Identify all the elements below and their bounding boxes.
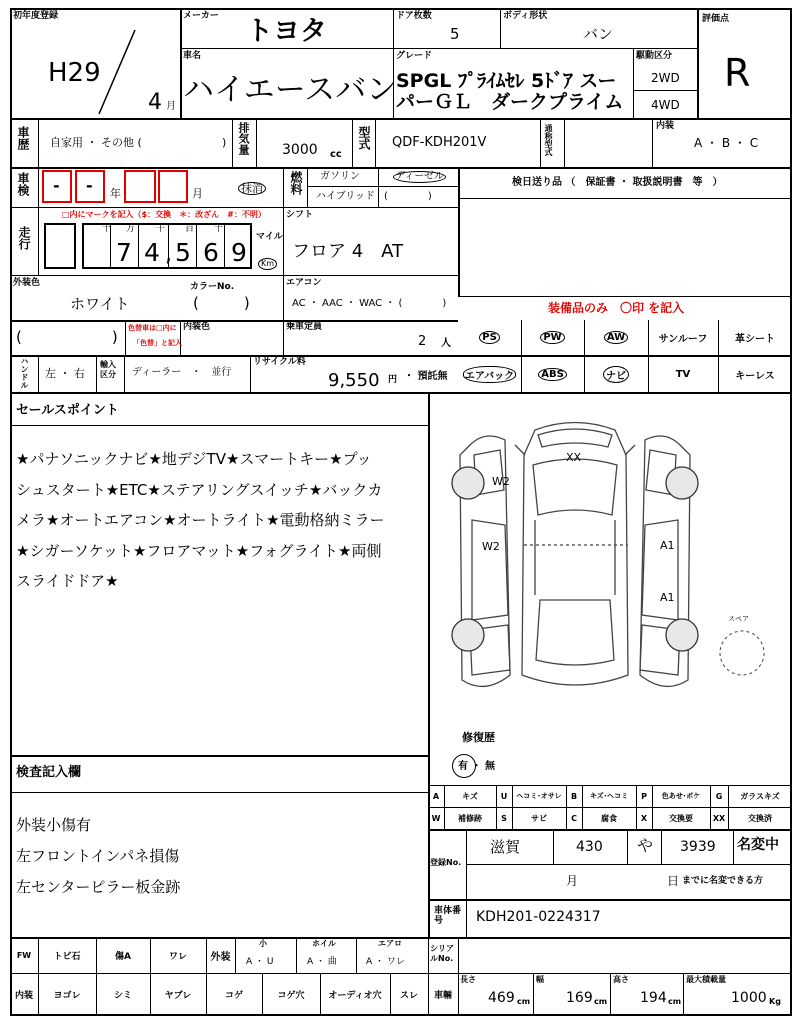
height-label: 高さ xyxy=(613,975,629,984)
ac-label: エアコン xyxy=(286,278,322,288)
equip-airbag-label: エアバック xyxy=(463,366,516,383)
damage-mark-left-front: W2 xyxy=(492,475,510,488)
color-change-note1: 色替車は□内に xyxy=(128,324,177,332)
legend-code: XX xyxy=(712,813,726,823)
handle-value: 左 ・ 右 xyxy=(45,367,85,380)
mileage-digit: 4 xyxy=(144,238,160,267)
shift-label: シフト xyxy=(286,210,314,220)
grade-score-value: R xyxy=(724,51,751,95)
width-value: 169 xyxy=(566,990,593,1006)
registration-region: 滋賀 xyxy=(490,838,521,856)
length-label: 長さ xyxy=(460,975,476,984)
registration-number: 3939 xyxy=(680,839,716,855)
legend-desc: キズ･ヘコミ xyxy=(589,792,629,800)
color-no-label: カラーNo. xyxy=(190,282,235,292)
registration-class: 430 xyxy=(576,839,603,855)
damage-mark-right-center: A1 xyxy=(660,539,675,552)
repair-history-label: 修復歴 xyxy=(462,731,495,744)
slash-divider xyxy=(95,28,140,118)
color-no-value: ( ) xyxy=(193,294,250,312)
legend-code: C xyxy=(571,813,577,823)
fuel-hybrid-paren: ( ) xyxy=(384,191,432,202)
sales-points-label: セールスポイント xyxy=(16,403,119,418)
mileage-mark-1: 十 xyxy=(102,224,112,234)
registration-kana: や xyxy=(637,836,654,855)
legend-desc: 腐食 xyxy=(601,813,617,823)
exterior-row-label: 外装 xyxy=(210,951,231,963)
first-reg-month: 4 xyxy=(148,90,162,115)
body-label: ボディ形状 xyxy=(503,11,548,21)
mileage-mark-4: 百 xyxy=(185,224,195,234)
fuel-diesel: ディーゼル xyxy=(395,171,444,182)
equip-keyless: キーレス xyxy=(735,370,775,382)
damage-mark-roof: XX xyxy=(566,451,582,464)
capacity-value: 2 xyxy=(418,334,427,349)
mileage-digit: 7 xyxy=(116,238,132,267)
legend-desc: 交換要 xyxy=(669,813,693,823)
first-reg-year: H29 xyxy=(48,58,101,88)
interior-item: ヨゴレ xyxy=(53,991,81,1001)
width-unit: cm xyxy=(594,997,608,1006)
legend-code: G xyxy=(715,791,723,801)
legend-desc: 交換済 xyxy=(748,813,772,823)
equip-pw xyxy=(521,320,584,355)
damage-mark-right-rear: A1 xyxy=(660,591,675,604)
common-model-label: 通称型式 xyxy=(544,124,553,156)
height-value: 194 xyxy=(640,990,667,1006)
dash-2: - xyxy=(86,176,93,195)
interior-item: ヤブレ xyxy=(164,991,192,1001)
name-change-note: までに名変できる方 xyxy=(682,876,764,886)
model-value: QDF-KDH201V xyxy=(392,135,487,150)
color-change-note2: 「色替」と記入 xyxy=(133,339,182,347)
name-change-status: 名変中 xyxy=(737,837,779,853)
mileage-mark-5: 十 xyxy=(214,224,224,234)
legend-desc: 補修跡 xyxy=(458,813,482,823)
damage-item: トビ石 xyxy=(53,951,81,962)
drive-2wd: 2WD xyxy=(651,71,680,85)
equip-ps-label: PS xyxy=(479,331,500,344)
inspection-year-unit: 年 xyxy=(110,187,121,200)
legend-code: B xyxy=(570,791,578,801)
sales-line: シュスタート★ETC★ステアリングスイッチ★バックカ xyxy=(16,480,383,499)
color-change-paren: ( ) xyxy=(16,328,118,346)
interior-row-label: 内装 xyxy=(14,991,33,1001)
sales-line: ★パナソニックナビ★地デジTV★スマートキー★プッ xyxy=(16,450,372,468)
grade-line1: SPGL ﾌﾟﾗｲﾑｾﾚ 5ﾄﾞｱ スー xyxy=(396,70,617,92)
car-name-value: ハイエースバン xyxy=(183,72,398,108)
mileage-digit: 9 xyxy=(231,238,247,267)
damage-mark-left-center: W2 xyxy=(482,540,500,553)
displacement-value: 3000 xyxy=(282,142,318,158)
capacity-label: 乗車定員 xyxy=(286,322,323,332)
interior-item: コゲ穴 xyxy=(277,991,305,1001)
equip-navi-label: ナビ xyxy=(603,366,629,383)
displacement-label: 排気量 xyxy=(237,122,250,155)
fw-label: FW xyxy=(16,950,32,960)
name-change-month: 月 xyxy=(566,874,579,888)
recycle-deposited: ・ 預託無 xyxy=(404,371,448,382)
fuel-gasoline: ガソリン xyxy=(320,171,360,182)
interior-item: コゲ xyxy=(224,991,243,1001)
sales-line: メラ★オートエアコン★オートライト★電動格納ミラー xyxy=(16,511,385,529)
load-label: 最大積載量 xyxy=(686,975,726,984)
recycle-value: 9,550 xyxy=(328,370,380,391)
height-unit: cm xyxy=(668,997,682,1006)
body-value: バン xyxy=(583,25,614,43)
maker-value: トヨタ xyxy=(246,16,327,47)
sales-line: ★シガーソケット★フロアマット★フォグライト★両側 xyxy=(16,541,382,560)
month-unit: 月 xyxy=(166,101,176,112)
aero-label: エアロ xyxy=(378,939,402,948)
inspection-month-box2 xyxy=(158,170,188,203)
inspection-note: 外装小傷有 xyxy=(16,816,92,834)
fuel-hybrid: ハイブリッド xyxy=(316,191,375,202)
serial-label: シリアルNo. xyxy=(430,944,454,963)
history-label: 車歴 xyxy=(16,126,30,150)
handle-label: ハンドル xyxy=(20,357,29,389)
spare-label: スペア xyxy=(728,615,749,623)
legend-desc: ガラスキズ xyxy=(740,791,780,801)
legend-code: U xyxy=(500,791,508,801)
mileage-unit-mile: マイル xyxy=(256,232,283,242)
width-label: 幅 xyxy=(536,975,544,984)
mileage-label: 走行 xyxy=(17,226,31,250)
import-value: ディーラー ・ 並行 xyxy=(132,367,232,378)
mileage-digit: 5 xyxy=(175,238,191,267)
chassis-value: KDH201-0224317 xyxy=(476,909,601,925)
inspection-note: 左フロントインパネ損傷 xyxy=(16,847,180,865)
wheel-label: ホイル xyxy=(312,939,336,948)
aero-value: A ・ ワレ xyxy=(366,957,405,967)
drive-label: 駆動区分 xyxy=(636,51,673,61)
interior-color-label: 内装色 xyxy=(183,322,211,332)
ac-value: AC ・ AAC ・ WAC ・ ( ) xyxy=(292,298,447,309)
damage-item: 傷A xyxy=(115,951,131,962)
length-value: 469 xyxy=(488,990,515,1006)
dimensions-label: 車輛 xyxy=(433,991,452,1001)
damage-item: ワレ xyxy=(168,951,187,962)
inspection-month-box1 xyxy=(124,170,156,203)
small-label: 小 xyxy=(259,939,267,948)
equip-ps xyxy=(458,320,521,355)
legend-code: X xyxy=(640,813,648,823)
wheel-value: A ・ 曲 xyxy=(307,957,337,967)
interior-item: スレ xyxy=(399,991,418,1001)
grade-score-label: 評価点 xyxy=(702,14,730,24)
mileage-extra-box xyxy=(44,223,76,269)
legend-desc: ヘコミ･オサレ xyxy=(516,792,562,800)
equip-pw-label: PW xyxy=(540,331,564,344)
thousands-comma: , xyxy=(165,242,172,267)
repair-history-value: 有 ・ 無 xyxy=(458,761,495,772)
equip-airbag xyxy=(458,356,521,392)
inspection-note: 左センターピラー板金跡 xyxy=(16,878,181,896)
legend-code: S xyxy=(501,813,507,823)
interior-item: シミ xyxy=(113,991,132,1001)
mileage-digit: 6 xyxy=(203,238,219,267)
equip-leather: 革シート xyxy=(735,334,775,345)
legend-code: P xyxy=(641,791,647,801)
length-unit: cm xyxy=(517,997,531,1006)
mileage-mark-3: 千 xyxy=(156,224,166,234)
interior-grade: A ・ B ・ C xyxy=(694,136,759,150)
equip-abs-label: ABS xyxy=(538,368,567,381)
fuel-label: 燃料 xyxy=(289,171,303,195)
sales-points-text xyxy=(16,444,426,597)
model-label: 型式 xyxy=(357,126,371,150)
equip-aw xyxy=(584,320,648,355)
car-name-label: 車名 xyxy=(183,51,202,61)
doors-label: ドア枚数 xyxy=(396,11,432,21)
exterior-color-label: 外装色 xyxy=(13,278,41,288)
grade-line2: パーＧＬ ダークプライム xyxy=(396,91,624,113)
equip-tv: TV xyxy=(675,368,691,380)
doors-value: 5 xyxy=(450,25,460,43)
first-reg-label: 初年度登録 xyxy=(13,11,59,21)
not-inspected: 抹消 xyxy=(238,182,266,195)
small-value: A ・ U xyxy=(246,957,274,967)
interior-item: オーディオ穴 xyxy=(328,991,382,1001)
import-label: 輸入区分 xyxy=(100,360,116,379)
maker-label: メーカー xyxy=(183,11,219,21)
equipment-header: 装備品のみ 〇印 を記入 xyxy=(548,301,685,315)
inspection-notes-label: 検査記入欄 xyxy=(16,765,82,780)
legend-desc: サビ xyxy=(531,813,547,823)
chassis-label: 車体番号 xyxy=(434,906,462,926)
mileage-note: □内にマークを記入（$：交換 ＊：改ざん #：不明） xyxy=(62,210,266,219)
equip-navi xyxy=(584,356,648,392)
name-change-day: 日 xyxy=(667,874,680,888)
recycle-unit: 円 xyxy=(388,375,398,385)
repair-circle xyxy=(452,754,476,778)
recycle-label: リサイクル料 xyxy=(253,357,306,367)
registration-label: 登録No. xyxy=(430,858,462,867)
inspection-month-unit: 月 xyxy=(192,187,203,200)
inspection-label: 車検 xyxy=(16,172,30,196)
capacity-unit: 人 xyxy=(441,338,451,349)
shift-value: フロア 4 AT xyxy=(292,241,404,262)
load-value: 1000 xyxy=(731,990,767,1006)
inspection-notes-text xyxy=(16,810,180,903)
drive-4wd: 4WD xyxy=(651,98,680,112)
equip-sunroof: サンルーフ xyxy=(658,334,708,345)
mileage-mark-2: 万 xyxy=(126,224,136,234)
history-close: ) xyxy=(222,136,227,149)
grade-label: グレード xyxy=(396,51,433,61)
legend-code: W xyxy=(431,813,441,823)
documents-list: 検日送り品 （ 保証書 ・ 取扱説明書 等 ） xyxy=(512,177,723,188)
legend-code: A xyxy=(432,791,440,801)
exterior-color-value: ホワイト xyxy=(70,295,130,313)
equip-aw-label: AW xyxy=(604,331,628,344)
displacement-unit: cc xyxy=(330,149,342,160)
interior-label: 内装 xyxy=(656,121,675,131)
legend-desc: キズ xyxy=(462,791,478,801)
car-damage-diagram xyxy=(430,395,790,725)
equip-abs xyxy=(521,356,584,392)
dash-1: - xyxy=(53,176,60,195)
history-value: 自家用 ・ その他 ( xyxy=(50,136,142,149)
load-unit: Kg xyxy=(769,997,781,1006)
mileage-unit-km: Km xyxy=(258,258,277,270)
legend-desc: 色あせ･ボケ xyxy=(661,792,701,800)
sales-line: スライドドア★ xyxy=(16,572,119,590)
